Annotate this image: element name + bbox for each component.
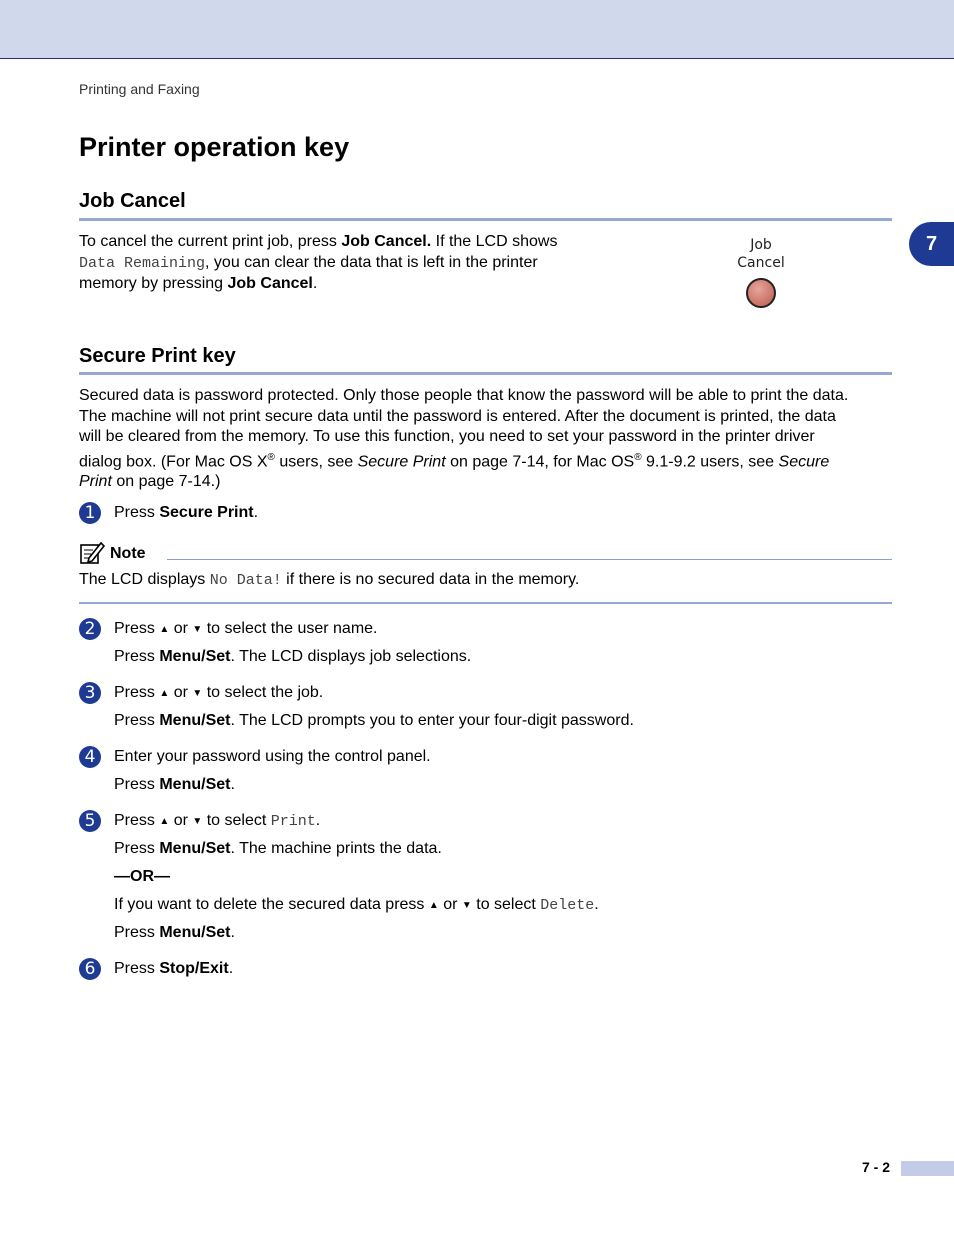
step-number: 2 [79, 618, 101, 640]
step-number: 6 [79, 958, 101, 980]
page-title: Printer operation key [79, 132, 350, 162]
breadcrumb: Printing and Faxing [79, 81, 200, 97]
job-cancel-text: To cancel the current print job, press Job Cancel. If the LCD shows Data Remaining, you can clear the data that is left in the printer memory by pressing Job Cancel. [79, 233, 558, 292]
chapter-tab: 7 [909, 222, 954, 266]
job-cancel-heading: Job Cancel [79, 190, 186, 212]
up-arrow-icon: ▲ [428, 900, 439, 911]
top-band [0, 0, 954, 59]
job-cancel-button-illustration [721, 236, 801, 308]
page-number: 7 - 2 [862, 1159, 891, 1175]
note-pencil-icon [79, 540, 105, 566]
secure-print-text: Secured data is password protected. Only those people that know the password will be able to print the data. The machine will not print secure data until the password is entered. After the document is printed, the data will be cleared from the memory. To use this function, you need to set your password in the printer driver dialog box. (For Mac OS X® users, see Secure Print on page 7-14, for Mac OS® 9.1-9.2 users, see Secure Print on page 7-14.) [79, 387, 849, 491]
note-rule [167, 559, 892, 560]
down-arrow-icon: ▼ [461, 900, 472, 911]
step-number: 3 [79, 682, 101, 704]
note-label: Note [110, 545, 146, 562]
note-end-rule [79, 602, 892, 604]
up-arrow-icon: ▲ [159, 688, 170, 699]
secure-print-heading: Secure Print key [79, 345, 236, 367]
step-number: 5 [79, 810, 101, 832]
section-rule [79, 218, 892, 221]
up-arrow-icon: ▲ [159, 816, 170, 827]
down-arrow-icon: ▼ [192, 816, 203, 827]
job-cancel-button-label-1: Job [750, 237, 772, 253]
down-arrow-icon: ▼ [192, 624, 203, 635]
footer-bar [901, 1161, 954, 1176]
note-text: The LCD displays No Data! if there is no secured data in the memory. [79, 571, 580, 589]
step-number: 4 [79, 746, 101, 768]
down-arrow-icon: ▼ [192, 688, 203, 699]
up-arrow-icon: ▲ [159, 624, 170, 635]
step-number: 1 [79, 502, 101, 524]
job-cancel-button-label-2: Cancel [737, 255, 785, 271]
job-cancel-button-icon [746, 278, 776, 308]
section-rule [79, 372, 892, 375]
